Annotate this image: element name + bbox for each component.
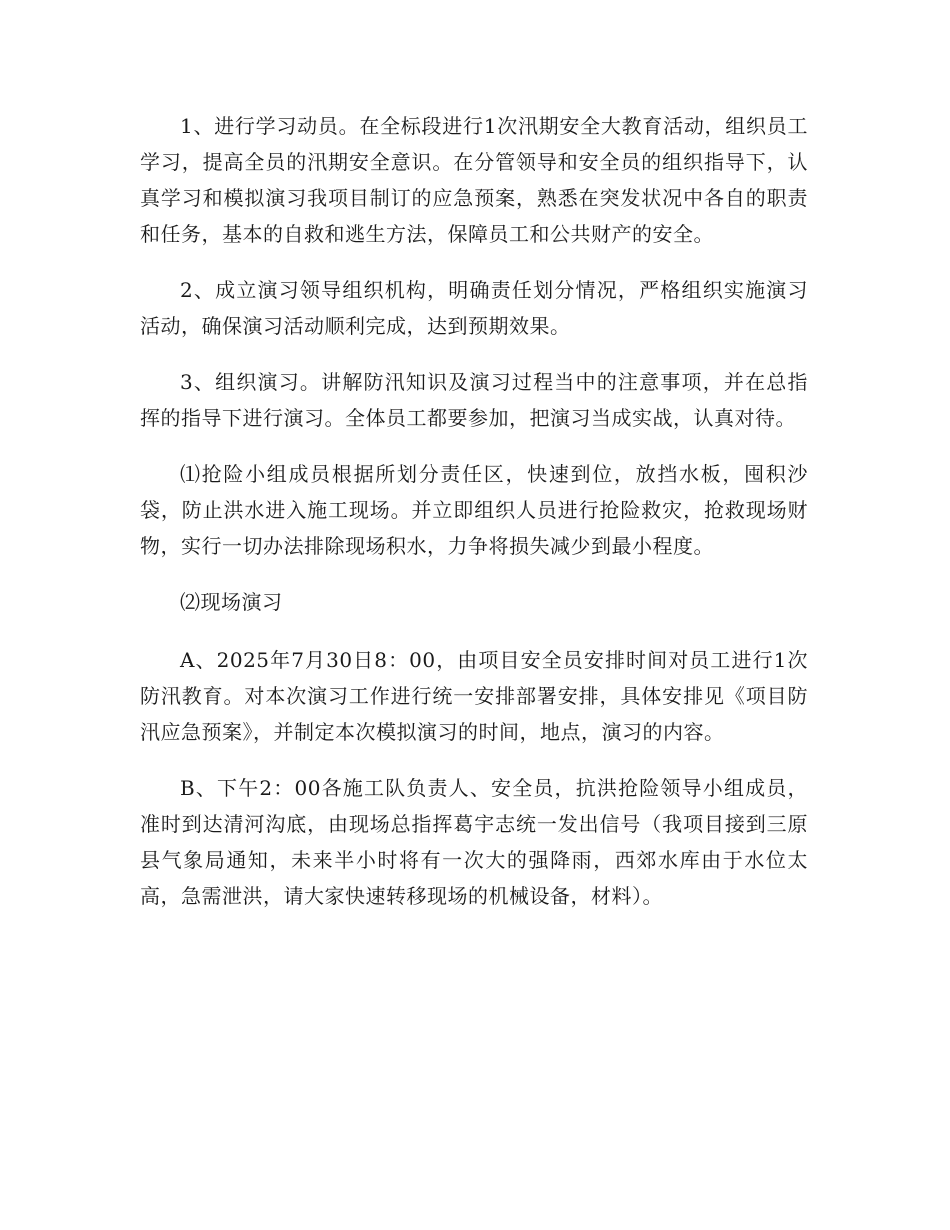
paragraph-item-b: B、下午2：00各施工队负责人、安全员，抗洪抢险领导小组成员，准时到达清河沟底，由现场总指挥葛宇志统一发出信号（我项目接到三原县气象局通知，未来半小时将有一次大的强降雨，西郊水库由于水位太高，急需泄洪，请大家快速转移现场的机械设备，材料）。	[140, 776, 808, 908]
paragraph-onsite-drill-heading: ⑵现场演习	[180, 590, 283, 614]
paragraph-mobilization: 1、进行学习动员。在全标段进行1次汛期安全大教育活动，组织员工学习，提高全员的汛期安全意识。在分管领导和安全员的组织指导下，认真学习和模拟演习我项目制订的应急预案，熟悉在突发状况中各自的职责和任务，基本的自救和逃生方法，保障员工和公共财产的安全。	[140, 114, 808, 246]
paragraph-drill: 3、组织演习。讲解防汛知识及演习过程当中的注意事项，并在总指挥的指导下进行演习。全体员工都要参加，把演习当成实战，认真对待。	[140, 370, 808, 430]
document-page	[140, 108, 808, 934]
paragraph-rescue-team: ⑴抢险小组成员根据所划分责任区，快速到位，放挡水板，囤积沙袋，防止洪水进入施工现场。并立即组织人员进行抢险救灾，抢救现场财物，实行一切办法排除现场积水，力争将损失减少到最小程度。	[140, 462, 808, 558]
paragraph-organization: 2、成立演习领导组织机构，明确责任划分情况，严格组织实施演习活动，确保演习活动顺利完成，达到预期效果。	[140, 278, 808, 338]
paragraph-item-a: A、2025年7月30日8：00，由项目安全员安排时间对员工进行1次防汛教育。对本次演习工作进行统一安排部署安排，具体安排见《项目防汛应急预案》，并制定本次模拟演习的时间，地点，演习的内容。	[140, 648, 808, 744]
